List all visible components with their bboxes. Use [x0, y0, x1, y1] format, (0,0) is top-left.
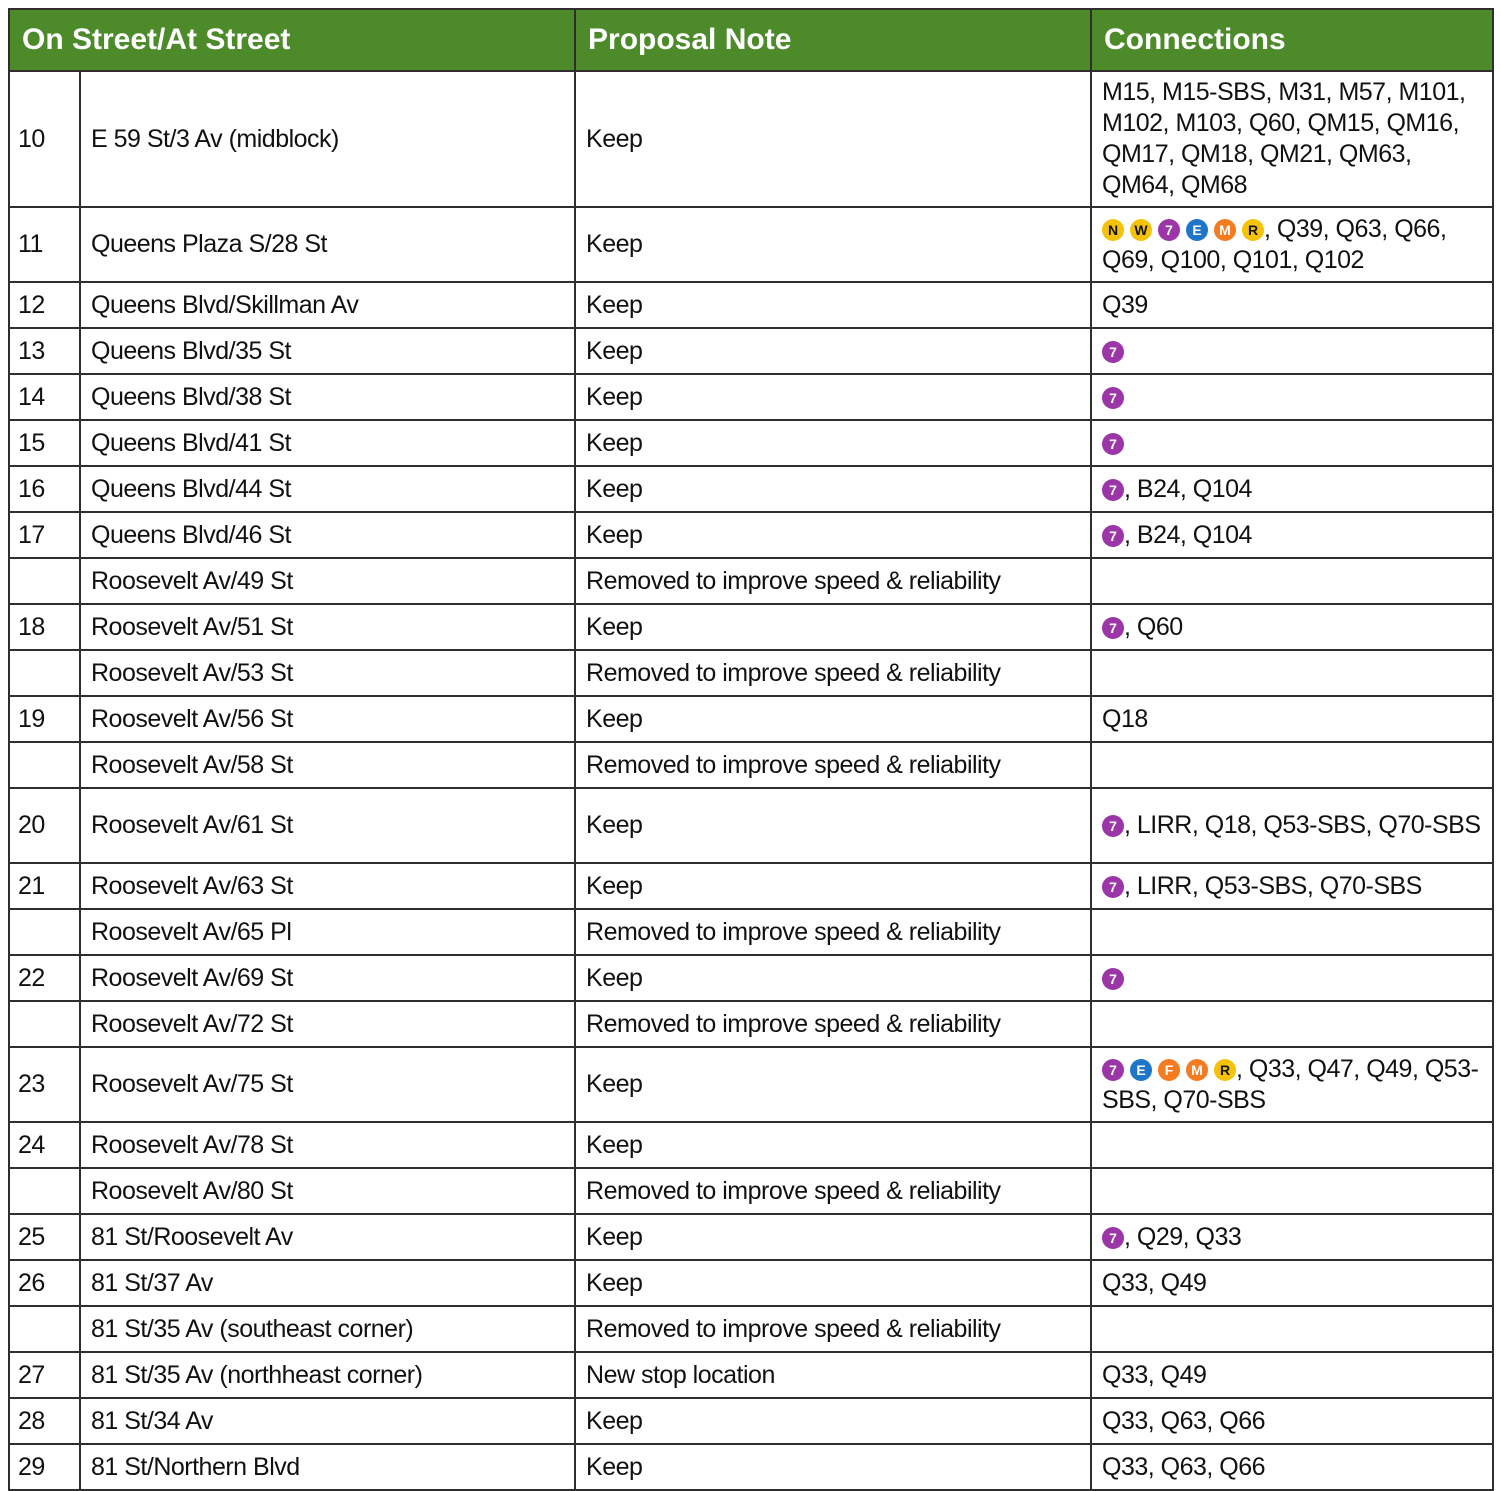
stop-number: 24 — [9, 1122, 80, 1168]
stop-street: 81 St/37 Av — [80, 1260, 575, 1306]
connections-text: M15, M15-SBS, M31, M57, M101, M102, M103, Q60, QM15, QM16, QM17, QM18, QM21, QM63, QM64, QM68 — [1102, 78, 1466, 199]
connections-text: Q33, Q63, Q66 — [1102, 1406, 1266, 1435]
proposal-note: Keep — [575, 1047, 1091, 1122]
connections-text: , B24, Q104 — [1124, 520, 1252, 549]
stop-number: 25 — [9, 1214, 80, 1260]
header-row — [9, 9, 1493, 71]
stop-number: 17 — [9, 512, 80, 558]
subway-line-7-icon: 7 — [1102, 525, 1124, 547]
stop-number: 19 — [9, 696, 80, 742]
connections-cell — [1091, 1122, 1493, 1168]
stop-number: 28 — [9, 1398, 80, 1444]
subway-line-7-icon: 7 — [1102, 387, 1124, 409]
table-body — [9, 71, 1493, 1490]
subway-line-7-icon: 7 — [1102, 617, 1124, 639]
subway-line-7-icon: 7 — [1102, 815, 1124, 837]
stop-street: Roosevelt Av/56 St — [80, 696, 575, 742]
connections-cell — [1091, 1398, 1493, 1444]
connections-cell — [1091, 466, 1493, 512]
stop-street: Queens Blvd/46 St — [80, 512, 575, 558]
table-row — [9, 1398, 1493, 1444]
table-row — [9, 788, 1493, 863]
connections-cell — [1091, 558, 1493, 604]
subway-line-e-icon: E — [1186, 219, 1208, 241]
connections-cell — [1091, 420, 1493, 466]
proposal-note: Keep — [575, 1398, 1091, 1444]
stop-street: 81 St/Northern Blvd — [80, 1444, 575, 1490]
proposal-note: Removed to improve speed & reliability — [575, 1306, 1091, 1352]
stop-street: Roosevelt Av/63 St — [80, 863, 575, 909]
connections-cell — [1091, 1168, 1493, 1214]
stop-street: Queens Blvd/44 St — [80, 466, 575, 512]
subway-line-7-icon: 7 — [1102, 876, 1124, 898]
proposal-note: Keep — [575, 1260, 1091, 1306]
proposal-note: Keep — [575, 1444, 1091, 1490]
connections-cell — [1091, 909, 1493, 955]
table-row — [9, 1047, 1493, 1122]
stop-number: 14 — [9, 374, 80, 420]
subway-line-e-icon: E — [1130, 1059, 1152, 1081]
stop-street: Roosevelt Av/61 St — [80, 788, 575, 863]
table-row — [9, 1352, 1493, 1398]
connections-cell — [1091, 742, 1493, 788]
stop-number: 23 — [9, 1047, 80, 1122]
connections-cell — [1091, 788, 1493, 863]
table-row — [9, 650, 1493, 696]
stop-number — [9, 650, 80, 696]
table-row — [9, 420, 1493, 466]
proposal-note: Keep — [575, 512, 1091, 558]
proposal-note: Keep — [575, 696, 1091, 742]
table-row — [9, 558, 1493, 604]
table-row — [9, 282, 1493, 328]
table-row — [9, 328, 1493, 374]
subway-line-7-icon: 7 — [1102, 479, 1124, 501]
proposal-note: Removed to improve speed & reliability — [575, 1001, 1091, 1047]
stop-number — [9, 742, 80, 788]
stop-street: Roosevelt Av/80 St — [80, 1168, 575, 1214]
subway-line-7-icon: 7 — [1158, 219, 1180, 241]
subway-line-7-icon: 7 — [1102, 1059, 1124, 1081]
stop-street: 81 St/35 Av (northheast corner) — [80, 1352, 575, 1398]
connections-cell — [1091, 696, 1493, 742]
proposal-note: Removed to improve speed & reliability — [575, 1168, 1091, 1214]
proposal-note: New stop location — [575, 1352, 1091, 1398]
subway-line-f-icon: F — [1158, 1059, 1180, 1081]
stop-number: 21 — [9, 863, 80, 909]
table-row — [9, 466, 1493, 512]
stop-street: Roosevelt Av/72 St — [80, 1001, 575, 1047]
table-row — [9, 863, 1493, 909]
table-row — [9, 1168, 1493, 1214]
connections-cell — [1091, 282, 1493, 328]
header-street: On Street/At Street — [9, 9, 575, 71]
stop-street: Roosevelt Av/58 St — [80, 742, 575, 788]
stop-number: 16 — [9, 466, 80, 512]
proposal-note: Removed to improve speed & reliability — [575, 909, 1091, 955]
connections-text: , LIRR, Q18, Q53-SBS, Q70-SBS — [1124, 811, 1481, 839]
stop-street: Queens Plaza S/28 St — [80, 207, 575, 282]
stop-street: Roosevelt Av/75 St — [80, 1047, 575, 1122]
stop-number: 13 — [9, 328, 80, 374]
stop-number: 22 — [9, 955, 80, 1001]
stop-street: Roosevelt Av/69 St — [80, 955, 575, 1001]
connections-text: , LIRR, Q53-SBS, Q70-SBS — [1124, 871, 1422, 900]
proposal-note: Keep — [575, 282, 1091, 328]
stop-number: 11 — [9, 207, 80, 282]
connections-cell — [1091, 955, 1493, 1001]
connections-cell — [1091, 374, 1493, 420]
stop-number — [9, 1001, 80, 1047]
stop-street: 81 St/Roosevelt Av — [80, 1214, 575, 1260]
connections-cell — [1091, 512, 1493, 558]
connections-cell — [1091, 650, 1493, 696]
header-proposal-note: Proposal Note — [575, 9, 1091, 71]
table-row — [9, 1260, 1493, 1306]
table-row — [9, 1214, 1493, 1260]
subway-line-7-icon: 7 — [1102, 433, 1124, 455]
header-connections: Connections — [1091, 9, 1493, 71]
stop-number: 26 — [9, 1260, 80, 1306]
subway-line-r-icon: R — [1242, 219, 1264, 241]
connections-cell — [1091, 604, 1493, 650]
proposal-note: Keep — [575, 71, 1091, 207]
stop-street: Roosevelt Av/49 St — [80, 558, 575, 604]
connections-cell — [1091, 328, 1493, 374]
table-row — [9, 1001, 1493, 1047]
subway-line-m-icon: M — [1186, 1059, 1208, 1081]
table-row — [9, 1444, 1493, 1490]
stop-street: Roosevelt Av/65 Pl — [80, 909, 575, 955]
subway-line-w-icon: W — [1130, 219, 1152, 241]
proposal-note: Keep — [575, 955, 1091, 1001]
subway-line-m-icon: M — [1214, 219, 1236, 241]
stop-street: Queens Blvd/38 St — [80, 374, 575, 420]
subway-line-n-icon: N — [1102, 219, 1124, 241]
connections-text: , Q33, Q47, Q49, Q53-SBS, Q70-SBS — [1102, 1054, 1479, 1114]
stop-street: 81 St/34 Av — [80, 1398, 575, 1444]
proposal-note: Keep — [575, 374, 1091, 420]
stop-number — [9, 1168, 80, 1214]
connections-cell — [1091, 207, 1493, 282]
stop-number: 27 — [9, 1352, 80, 1398]
stop-street: Roosevelt Av/78 St — [80, 1122, 575, 1168]
connections-cell — [1091, 1444, 1493, 1490]
table-header — [9, 9, 1493, 71]
stop-number — [9, 558, 80, 604]
subway-line-r-icon: R — [1214, 1059, 1236, 1081]
connections-text: Q33, Q49 — [1102, 1360, 1207, 1389]
proposal-note: Keep — [575, 420, 1091, 466]
stop-street: Queens Blvd/41 St — [80, 420, 575, 466]
connections-text: , Q29, Q33 — [1124, 1222, 1242, 1251]
connections-cell — [1091, 863, 1493, 909]
connections-cell — [1091, 1047, 1493, 1122]
connections-cell — [1091, 71, 1493, 207]
connections-cell — [1091, 1352, 1493, 1398]
stop-number — [9, 909, 80, 955]
table-row — [9, 71, 1493, 207]
table-row — [9, 604, 1493, 650]
table-row — [9, 696, 1493, 742]
table-row — [9, 374, 1493, 420]
table-row — [9, 1122, 1493, 1168]
connections-text: Q33, Q49 — [1102, 1268, 1207, 1297]
subway-line-7-icon: 7 — [1102, 341, 1124, 363]
connections-text: , Q60 — [1124, 612, 1183, 641]
connections-cell — [1091, 1214, 1493, 1260]
table-row — [9, 512, 1493, 558]
subway-line-7-icon: 7 — [1102, 1227, 1124, 1249]
connections-cell — [1091, 1260, 1493, 1306]
proposal-note: Keep — [575, 604, 1091, 650]
connections-text: Q33, Q63, Q66 — [1102, 1452, 1266, 1481]
proposal-note: Removed to improve speed & reliability — [575, 742, 1091, 788]
bus-stop-table — [8, 8, 1494, 1491]
connections-text: Q18 — [1102, 704, 1148, 733]
stop-number: 20 — [9, 788, 80, 863]
table-row — [9, 207, 1493, 282]
table-row — [9, 742, 1493, 788]
stop-number: 29 — [9, 1444, 80, 1490]
proposal-note: Removed to improve speed & reliability — [575, 558, 1091, 604]
stop-street: 81 St/35 Av (southeast corner) — [80, 1306, 575, 1352]
stop-street: Queens Blvd/Skillman Av — [80, 282, 575, 328]
proposal-note: Keep — [575, 466, 1091, 512]
subway-line-7-icon: 7 — [1102, 968, 1124, 990]
table-row — [9, 1306, 1493, 1352]
stop-table-container — [8, 8, 1492, 1491]
stop-number: 15 — [9, 420, 80, 466]
proposal-note: Keep — [575, 1214, 1091, 1260]
stop-number — [9, 1306, 80, 1352]
proposal-note: Keep — [575, 788, 1091, 863]
proposal-note: Keep — [575, 863, 1091, 909]
connections-text: , Q39, Q63, Q66, Q69, Q100, Q101, Q102 — [1102, 214, 1447, 274]
stop-street: Roosevelt Av/53 St — [80, 650, 575, 696]
connections-text: Q39 — [1102, 290, 1148, 319]
stop-street: Roosevelt Av/51 St — [80, 604, 575, 650]
connections-cell — [1091, 1306, 1493, 1352]
proposal-note: Removed to improve speed & reliability — [575, 650, 1091, 696]
stop-number: 12 — [9, 282, 80, 328]
stop-street: Queens Blvd/35 St — [80, 328, 575, 374]
stop-number: 18 — [9, 604, 80, 650]
table-row — [9, 955, 1493, 1001]
proposal-note: Keep — [575, 207, 1091, 282]
table-row — [9, 909, 1493, 955]
connections-text: , B24, Q104 — [1124, 474, 1252, 503]
stop-street: E 59 St/3 Av (midblock) — [80, 71, 575, 207]
connections-cell — [1091, 1001, 1493, 1047]
stop-number: 10 — [9, 71, 80, 207]
proposal-note: Keep — [575, 328, 1091, 374]
proposal-note: Keep — [575, 1122, 1091, 1168]
